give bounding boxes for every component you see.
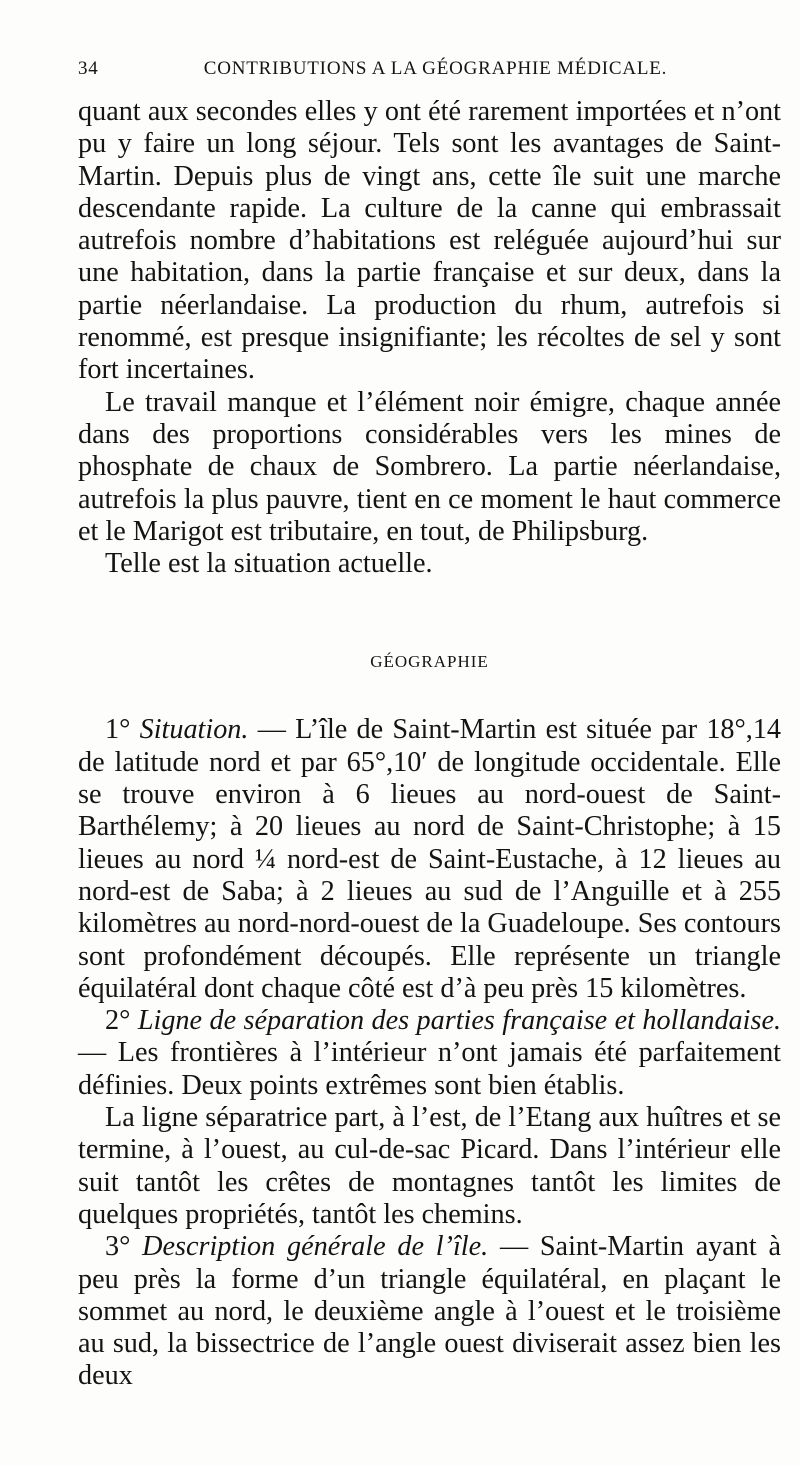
body-text [78,96,781,1393]
paragraph-ligne-separatrice [78,1102,781,1231]
section-text: — Saint-Martin ayant à peu près la forme d’un triangle équilatéral, en plaçant le sommet au nord, le deuxième angle à l’ouest et le troisième au sud, la bissectrice de l’angle ouest diviserait assez bien les deux [78,1231,781,1392]
page-header [78,58,781,96]
paragraph-description [78,1231,781,1392]
section-number: 3° [105,1231,131,1263]
paragraph-situation [78,714,781,1005]
section-text: — Les frontières à l’intérieur n’ont jamais été parfaitement définies. Deux points extrêmes sont bien établis. [78,1037,781,1101]
running-title: CONTRIBUTIONS A LA GÉOGRAPHIE MÉDICALE. [203,58,668,79]
section-number: 2° [105,1005,131,1037]
section-title: Description générale de l’île. [142,1231,489,1263]
paragraph: quant aux secondes elles y ont été rarement importées et n’ont pu y faire un long séjour. Tels sont les avantages de Saint-Martin. Depuis plus de vingt ans, cette île suit une marche descendante rapide. La culture de la canne qui embrassait autrefois nombre d’habitations est reléguée aujourd’hui sur une habitation, dans la partie française et sur deux, dans la partie néerlandaise. La production du rhum, autrefois si renommé, est presque insignifiante; les récoltes de sel y sont fort incertaines. [78,96,781,386]
section-heading: GÉOGRAPHIE [370,652,489,672]
section-title: Ligne de séparation des parties française et hollandaise. [137,1005,782,1037]
section-title: Situation. [139,714,249,746]
paragraph: Le travail manque et l’élément noir émigre, chaque année dans des proportions considérables vers les mines de phosphate de chaux de Sombrero. La partie néerlandaise, autrefois la plus pauvre, tient en ce moment le haut commerce et le Marigot est tributaire, en tout, de Philipsburg. [78,386,781,547]
paragraph-ligne-separation [78,1005,781,1102]
section-number: 1° [105,714,131,746]
page-number: 34 [78,58,99,79]
paragraph: Telle est la situation actuelle. [105,548,433,580]
page [78,58,781,1393]
section-text: — L’île de Saint-Martin est située par 18°,14 de latitude nord et par 65°,10′ de longitude occidentale. Elle se trouve environ à 6 lieues au nord-ouest de Saint-Barthélemy; à 20 lieues au nord de Saint-Christophe; à 15 lieues au nord ¼ nord-est de Saint-Eustache, à 12 lieues au nord-est de Saba; à 2 lieues au sud de l’Anguille et à 255 kilomètres au nord-nord-ouest de la Guadeloupe. Ses contours sont profondément découpés. Elle représente un triangle équilatéral dont chaque côté est d’à peu près 15 kilomètres. [78,714,782,1004]
section-text: La ligne séparatrice part, à l’est, de l’Etang aux huîtres et se termine, à l’ouest, au cul-de-sac Picard. Dans l’intérieur elle suit tantôt les crêtes de montagnes tantôt les limites de quelques propriétés, tantôt les chemins. [78,1102,781,1230]
